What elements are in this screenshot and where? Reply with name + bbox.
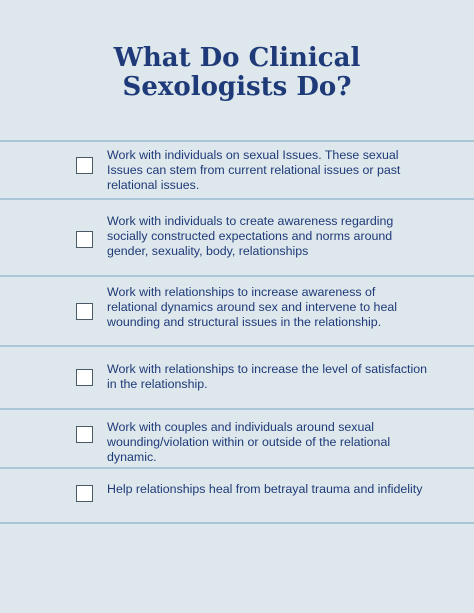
checkbox-4[interactable] — [76, 369, 93, 386]
checklist-item-text-5: Work with couples and individuals around sexual wounding/violation within or outside of the relational dynamic. — [107, 420, 391, 464]
checklist-item-text-2: Work with individuals to create awareness regarding socially constructed expectations and norms around gender, sexuality, body, relationships — [107, 214, 394, 258]
divider — [0, 522, 474, 524]
checkbox-2[interactable] — [76, 231, 93, 248]
checklist-item-text-6: Help relationships heal from betrayal trauma and infidelity — [107, 482, 423, 496]
checklist-item-text-4: Work with relationships to increase the level of satisfaction in the relationship. — [107, 362, 428, 391]
divider — [0, 345, 474, 347]
checklist-item-text-3: Work with relationships to increase awareness of relational dynamics around sex and intervene to heal wounding and structural issues in the relationship. — [107, 285, 397, 329]
title-line-1: What Do Clinical — [113, 43, 361, 73]
page-title — [0, 44, 474, 102]
checkbox-3[interactable] — [76, 303, 93, 320]
checklist-item-text-1: Work with individuals on sexual Issues. These sexual Issues can stem from current relational issues or past relational issues. — [107, 148, 401, 192]
divider — [0, 140, 474, 142]
title-line-2: Sexologists Do? — [122, 72, 352, 102]
checkbox-6[interactable] — [76, 485, 93, 502]
checkbox-1[interactable] — [76, 157, 93, 174]
divider — [0, 408, 474, 410]
divider — [0, 275, 474, 277]
checkbox-5[interactable] — [76, 426, 93, 443]
divider — [0, 467, 474, 469]
divider — [0, 198, 474, 200]
